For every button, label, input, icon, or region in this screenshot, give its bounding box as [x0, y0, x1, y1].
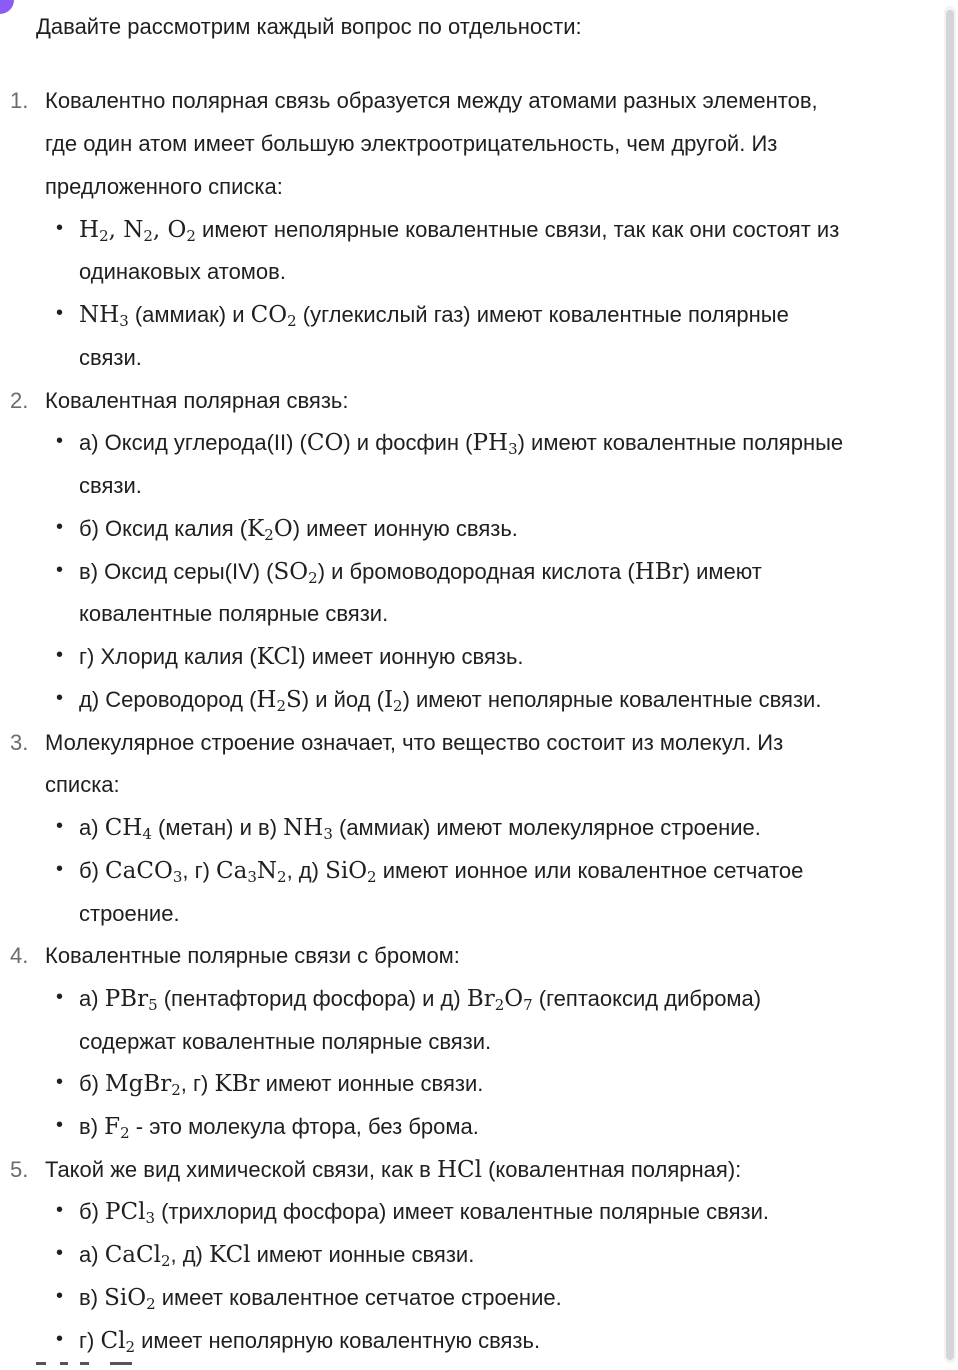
bullet-marker: • — [56, 815, 64, 837]
bullet-marker: • — [56, 1285, 64, 1307]
formula-hbr: HBr — [634, 559, 683, 585]
list-number: 1. — [10, 88, 29, 113]
formula-co: CO — [306, 430, 344, 456]
sub-item: в) SiO$_2$ имеет ковалентное сетчатое строение. — [79, 1285, 562, 1313]
formula-kcl: KCl — [256, 644, 299, 670]
bullet-marker: • — [56, 1242, 64, 1264]
bullet-marker: • — [56, 217, 64, 239]
list-item-text: Молекулярное строение означает, что вещество состоит из молекул. Из — [45, 730, 784, 755]
sub-item: г) $Cl_2$ имеет неполярную ковалентную связь. — [79, 1328, 541, 1356]
list-number: 5. — [10, 1157, 29, 1182]
sub-item: а) CaCl$_2$, д) KCl имеют ионные связи. — [79, 1242, 475, 1270]
list-number: 3. — [10, 730, 29, 755]
sub-item: в) Оксид серы(IV) $(SO_2)$ и бромоводородная кислота (HBr) имеют — [79, 559, 762, 587]
formula-ca3n2: $Ca_3N_2$ — [216, 858, 287, 886]
formula-pbr5: PBr$_5$ — [104, 986, 158, 1014]
formula-nh3: $NH_3$ — [283, 815, 333, 843]
bullet-marker: • — [56, 986, 64, 1008]
intro-text: Давайте рассмотрим каждый вопрос по отдельности: — [36, 14, 582, 39]
sub-item-continuation: содержат ковалентные полярные связи. — [79, 1029, 492, 1054]
sub-item: б) PCl$_3$ (трихлорид фосфора) имеет ковалентные полярные связи. — [79, 1199, 769, 1227]
bullet-marker: • — [56, 430, 64, 452]
formula-k2o: $K_2O$ — [247, 516, 293, 544]
formula-ch4: $CH_4$ — [104, 815, 152, 843]
list-item-text: Ковалентно полярная связь образуется между атомами разных элементов, — [45, 88, 818, 113]
bullet-marker: • — [56, 1114, 64, 1136]
list-item-text: где один атом имеет большую электроотрицательность, чем другой. Из — [45, 131, 778, 156]
clipped-next-line — [36, 1356, 156, 1370]
formula-kcl: KCl — [209, 1242, 251, 1268]
bullet-marker: • — [56, 559, 64, 581]
sub-item: б) CaCO$_3$, г) $Ca_3N_2$, д) SiO$_2$ имеют ионное или ковалентное сетчатое — [79, 858, 804, 886]
sub-item-continuation: связи. — [79, 473, 142, 498]
sub-item: $H_2$, $N_2$, $O_2$ имеют неполярные ковалентные связи, так как они состоят из — [79, 217, 840, 245]
formula-hcl: HCl — [436, 1157, 482, 1183]
sub-item: в) $F_2$ - это молекула фтора, без брома. — [79, 1114, 479, 1142]
bullet-marker: • — [56, 858, 64, 880]
list-item-text: предложенного списка: — [45, 174, 283, 199]
sub-item: б) MgBr$_2$, г) KBr имеют ионные связи. — [79, 1071, 484, 1099]
formula-sio2: SiO$_2$ — [104, 1285, 156, 1313]
formula-mgbr2: MgBr$_2$ — [105, 1071, 181, 1099]
list-item-text: списка: — [45, 772, 120, 797]
formula-h2s: $H_2S$ — [256, 687, 302, 715]
bullet-marker: • — [56, 644, 64, 666]
formula-i2: $I_2$ — [383, 687, 403, 715]
list-item-text: Ковалентная полярная связь: — [45, 388, 349, 413]
sub-item: г) Хлорид калия (KCl) имеет ионную связь. — [79, 644, 524, 670]
bullet-marker: • — [56, 516, 64, 538]
bullet-marker: • — [56, 1199, 64, 1221]
formula-h2: $H_2$, $N_2$, $O_2$ — [79, 217, 196, 245]
sub-item-continuation: связи. — [79, 345, 142, 370]
formula-cl2: $Cl_2$ — [100, 1328, 135, 1356]
sub-item: а) Оксид углерода(II) (CO) и фосфин $(PH_3)$ имеют ковалентные полярные — [79, 430, 844, 458]
bullet-marker: • — [56, 302, 64, 324]
formula-co2: $CO_2$ — [250, 302, 297, 330]
assistant-avatar — [0, 0, 14, 14]
formula-cacl2: CaCl$_2$ — [104, 1242, 171, 1270]
list-number: 2. — [10, 388, 29, 413]
bullet-marker: • — [56, 1328, 64, 1350]
bullet-marker: • — [56, 687, 64, 709]
formula-nh3: $NH_3$ — [79, 302, 129, 330]
sub-item-continuation: строение. — [79, 901, 180, 926]
formula-caco3: CaCO$_3$ — [105, 858, 183, 886]
bullet-marker: • — [56, 1071, 64, 1093]
formula-so2: $SO_2$ — [273, 559, 318, 587]
list-item-text: Такой же вид химической связи, как в HCl (ковалентная полярная): — [45, 1157, 742, 1183]
sub-item-continuation: одинаковых атомов. — [79, 259, 286, 284]
list-number: 4. — [10, 943, 29, 968]
sub-item: д) Сероводород $(H_2S)$ и йод $(I_2)$ имеют неполярные ковалентные связи. — [79, 687, 822, 715]
formula-f2: $F_2$ — [104, 1114, 130, 1142]
formula-sio2: SiO$_2$ — [325, 858, 377, 886]
formula-pcl3: PCl$_3$ — [105, 1199, 156, 1227]
list-item-text: Ковалентные полярные связи с бромом: — [45, 943, 460, 968]
sub-item: б) Оксид калия $(K_2O)$ имеет ионную связь. — [79, 516, 518, 544]
sub-item: а) PBr$_5$ (пентафторид фосфора) и д) $Br_2O_7$ (гептаоксид диброма) — [79, 986, 762, 1014]
formula-br2o7: $Br_2O_7$ — [466, 986, 533, 1014]
scrollbar-thumb[interactable] — [946, 10, 954, 1360]
sub-item: $NH_3$ (аммиак) и $CO_2$ (углекислый газ) имеют ковалентные полярные — [79, 302, 789, 330]
formula-ph3: $PH_3$ — [472, 430, 518, 458]
sub-item-continuation: ковалентные полярные связи. — [79, 601, 389, 626]
sub-item: а) $CH_4$ (метан) и в) $NH_3$ (аммиак) имеют молекулярное строение. — [79, 815, 761, 843]
formula-kbr: KBr — [214, 1071, 260, 1097]
